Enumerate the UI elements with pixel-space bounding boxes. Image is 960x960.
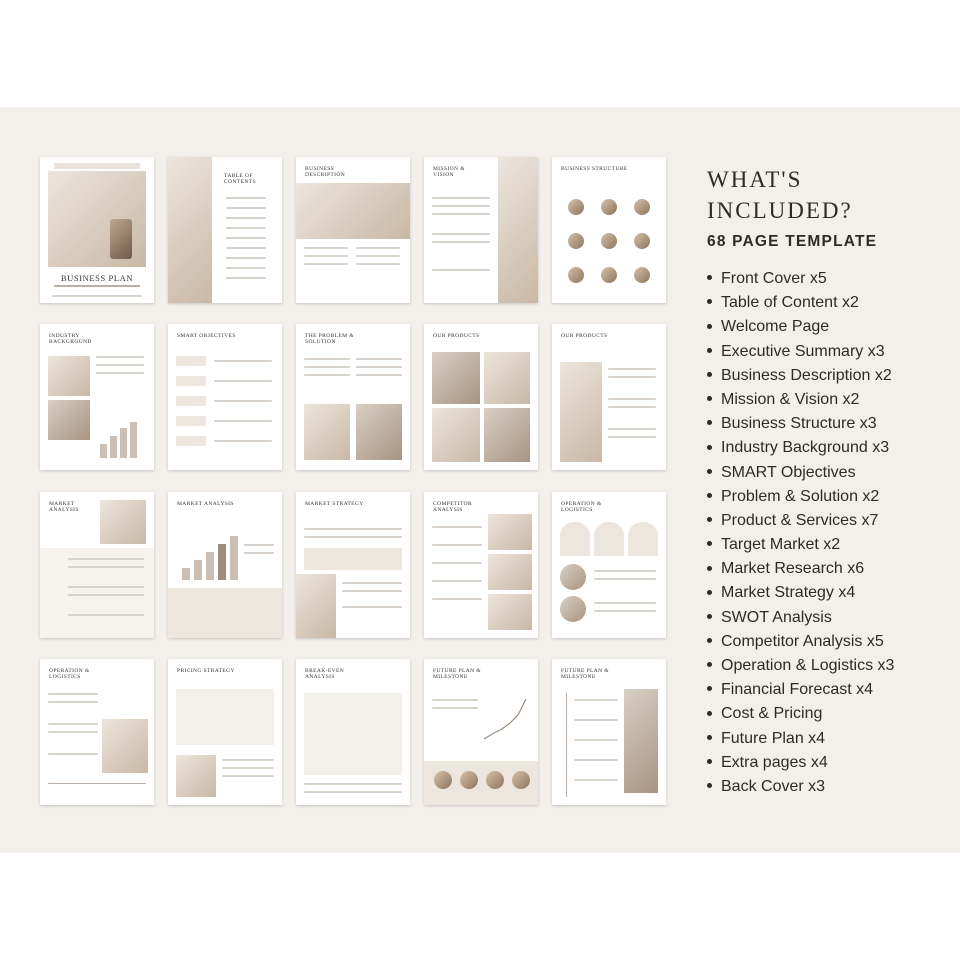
info-box <box>594 522 624 556</box>
list-item <box>707 533 894 557</box>
page-thumbnail-problem-solution <box>296 324 410 470</box>
text-line <box>342 582 402 584</box>
text-line <box>608 376 656 378</box>
photo <box>560 596 586 622</box>
text-line <box>574 699 618 701</box>
text-line <box>214 440 272 442</box>
list-item <box>707 775 894 799</box>
text-line <box>356 255 400 257</box>
page-title: MARKET STRATEGY <box>305 501 364 507</box>
text-line <box>68 586 144 588</box>
list-item-label: Welcome Page <box>721 318 830 336</box>
milestone-photo <box>460 771 478 789</box>
page-title: BREAK-EVEN ANALYSIS <box>305 668 345 681</box>
bar <box>110 436 117 458</box>
text-line <box>244 552 274 554</box>
list-item-label: SMART Objectives <box>721 463 856 481</box>
page-thumbnail-market-analysis-1 <box>40 492 154 638</box>
text-line <box>96 372 144 374</box>
bar <box>206 552 214 580</box>
text-line <box>432 241 490 243</box>
list-item-label: Target Market x2 <box>721 536 841 554</box>
avatar <box>634 267 650 283</box>
page-title: BUSINESS STRUCTURE <box>561 166 628 172</box>
text-line <box>342 590 402 592</box>
text-line <box>68 594 144 596</box>
text-line <box>304 255 348 257</box>
vase-image <box>110 219 132 259</box>
list-item-label: Front Cover x5 <box>721 270 827 287</box>
list-item <box>707 581 894 605</box>
photo <box>488 514 532 550</box>
list-item-label: Problem & Solution x2 <box>721 487 880 505</box>
page-thumbnail-future-plan-1 <box>424 659 538 805</box>
text-line <box>304 783 402 785</box>
page-thumbnail-business-structure <box>552 157 666 303</box>
text-line <box>356 247 400 249</box>
text-line <box>304 536 402 538</box>
text-line <box>594 570 656 572</box>
heading-line-2: INCLUDED? <box>707 198 853 223</box>
page-title: FUTURE PLAN & MILESTONE <box>561 668 609 681</box>
bullet-icon <box>707 469 712 474</box>
text-line <box>608 368 656 370</box>
page-title: SMART OBJECTIVES <box>177 333 236 339</box>
list-item-label: Cost & Pricing <box>721 705 823 723</box>
text-line <box>432 197 490 199</box>
bullet-icon <box>707 396 712 401</box>
text-line <box>48 731 98 733</box>
page-thumbnail-break-even-analysis <box>296 659 410 805</box>
list-item-label: Mission & Vision x2 <box>721 390 860 408</box>
text-line <box>356 263 400 265</box>
text-line <box>304 366 350 368</box>
list-item <box>707 291 894 315</box>
list-item <box>707 461 894 485</box>
page-thumbnail-operation-logistics-2 <box>40 659 154 805</box>
list-item-label: Competitor Analysis x5 <box>721 632 884 650</box>
product-photo <box>560 362 602 462</box>
toc-line <box>226 247 266 249</box>
text-line <box>48 723 98 725</box>
page-title: OPERATION & LOGISTICS <box>561 501 602 514</box>
product-photo <box>432 408 480 462</box>
list-item <box>707 412 894 436</box>
bullet-icon <box>707 517 712 522</box>
text-line <box>432 205 490 207</box>
toc-line <box>226 267 266 269</box>
text-line <box>432 213 490 215</box>
label-box <box>176 376 206 386</box>
bullet-icon <box>707 324 712 329</box>
text-line <box>304 374 350 376</box>
photo <box>296 574 336 638</box>
bullet-icon <box>707 662 712 667</box>
cover-top-strip <box>54 163 140 169</box>
bullet-icon <box>707 275 712 280</box>
text-line <box>432 580 482 582</box>
text-line <box>608 428 656 430</box>
milestone-photo <box>512 771 530 789</box>
list-item <box>707 315 894 339</box>
photo <box>48 356 90 396</box>
photo <box>560 564 586 590</box>
product-photo <box>484 408 530 462</box>
photo <box>102 719 148 773</box>
text-line <box>594 578 656 580</box>
page-title: PRICING STRATEGY <box>177 668 235 674</box>
bullet-icon <box>707 686 712 691</box>
bullet-icon <box>707 299 712 304</box>
bar <box>182 568 190 580</box>
page-title: COMPETITOR ANALYSIS <box>433 501 473 514</box>
bullet-icon <box>707 372 712 377</box>
page-title: OPERATION & LOGISTICS <box>49 668 90 681</box>
product-photo <box>432 352 480 404</box>
page-thumbnail-our-products-2 <box>552 324 666 470</box>
text-line <box>68 558 144 560</box>
milestone-photo <box>486 771 504 789</box>
text-line <box>48 701 98 703</box>
text-line <box>432 544 482 546</box>
photo <box>176 755 216 797</box>
text-line <box>574 759 618 761</box>
text-line <box>608 436 656 438</box>
text-line <box>244 544 274 546</box>
text-line <box>356 358 402 360</box>
list-item <box>707 436 894 460</box>
text-line <box>214 360 272 362</box>
list-item <box>707 340 894 364</box>
pricing-table <box>176 689 274 745</box>
page-thumbnail-competitor-analysis <box>424 492 538 638</box>
page-title: THE PROBLEM & SOLUTION <box>305 333 354 346</box>
label-box <box>176 396 206 406</box>
text-line <box>608 398 656 400</box>
text-line <box>68 614 144 616</box>
label-box <box>176 416 206 426</box>
photo <box>100 500 146 544</box>
page-thumbnail-our-products-1 <box>424 324 538 470</box>
text-line <box>214 420 272 422</box>
list-item <box>707 678 894 702</box>
toc-photo <box>168 157 212 303</box>
page-title: BUSINESS DESCRIPTION <box>305 166 346 179</box>
toc-line <box>226 277 266 279</box>
list-item <box>707 267 894 291</box>
toc-line <box>226 197 266 199</box>
label-box <box>176 356 206 366</box>
text-line <box>304 358 350 360</box>
list-item <box>707 702 894 726</box>
photo <box>624 689 658 793</box>
list-item <box>707 485 894 509</box>
text-line <box>222 775 274 777</box>
bullet-icon <box>707 759 712 764</box>
page-thumbnail-toc <box>168 157 282 303</box>
bar <box>194 560 202 580</box>
text-line <box>96 364 144 366</box>
list-item <box>707 388 894 412</box>
list-item-label: Market Research x6 <box>721 560 865 578</box>
text-line <box>432 707 478 709</box>
list-item-label: Business Description x2 <box>721 366 892 384</box>
list-item-label: Future Plan x4 <box>721 729 826 747</box>
desk-photo <box>296 183 410 239</box>
text-line <box>608 406 656 408</box>
bullet-icon <box>707 783 712 788</box>
photo <box>488 554 532 590</box>
avatar <box>568 199 584 215</box>
page-title: TABLE OF CONTENTS <box>224 173 256 186</box>
bullet-icon <box>707 590 712 595</box>
page-thumbnail-market-analysis-2 <box>168 492 282 638</box>
page-thumbnail-future-plan-2 <box>552 659 666 805</box>
photo <box>48 400 90 440</box>
info-box <box>628 522 658 556</box>
list-item-label: Financial Forecast x4 <box>721 681 874 699</box>
avatar <box>601 233 617 249</box>
bar <box>230 536 238 580</box>
page-title: MARKET ANALYSIS <box>177 501 234 507</box>
bullet-icon <box>707 735 712 740</box>
text-line <box>574 779 618 781</box>
mini-bar-chart <box>98 418 144 458</box>
page-title: OUR PRODUCTS <box>561 333 608 339</box>
bar <box>218 544 226 580</box>
bar <box>100 444 107 458</box>
avatar <box>634 233 650 249</box>
text-line <box>356 374 402 376</box>
text-line <box>432 526 482 528</box>
text-line <box>432 233 490 235</box>
page-title: MISSION & VISION <box>433 166 465 179</box>
list-item <box>707 654 894 678</box>
text-line <box>594 610 656 612</box>
page-thumbnail-market-strategy <box>296 492 410 638</box>
list-item <box>707 751 894 775</box>
text-line <box>574 739 618 741</box>
text-line <box>594 602 656 604</box>
label-box <box>176 436 206 446</box>
text-line <box>52 295 142 297</box>
list-item <box>707 509 894 533</box>
photo <box>488 594 532 630</box>
list-item <box>707 606 894 630</box>
text-line <box>304 263 348 265</box>
photo <box>304 404 350 460</box>
list-item <box>707 727 894 751</box>
text-line <box>432 598 482 600</box>
list-item <box>707 630 894 654</box>
list-item-label: SWOT Analysis <box>721 608 832 626</box>
page-thumbnail-smart-objectives <box>168 324 282 470</box>
text-line <box>48 753 98 755</box>
stats-box <box>168 588 282 638</box>
photo <box>498 157 538 303</box>
avatar <box>601 199 617 215</box>
bullet-icon <box>707 348 712 353</box>
bullet-icon <box>707 541 712 546</box>
page-count-subheading: 68 PAGE TEMPLATE <box>707 233 878 250</box>
text-line <box>304 528 402 530</box>
page-thumbnail-mission-vision <box>424 157 538 303</box>
text-line <box>432 562 482 564</box>
list-item-label: Table of Content x2 <box>721 294 859 312</box>
avatar <box>601 267 617 283</box>
page-thumbnail-industry-background <box>40 324 154 470</box>
info-box <box>560 522 590 556</box>
page-title: INDUSTRY BACKGROUND <box>49 333 92 346</box>
toc-line <box>226 207 266 209</box>
bullet-icon <box>707 638 712 643</box>
page-title: FUTURE PLAN & MILESTONE <box>433 668 481 681</box>
growth-line <box>484 699 526 739</box>
list-item-label: Market Strategy x4 <box>721 584 856 602</box>
whats-included-heading <box>707 164 853 226</box>
list-item-label: Extra pages x4 <box>721 753 828 771</box>
product-photo <box>484 352 530 404</box>
heading-line-1: WHAT'S <box>707 167 803 192</box>
text-line <box>574 719 618 721</box>
list-item-label: Product & Services x7 <box>721 511 879 529</box>
toc-line <box>226 217 266 219</box>
avatar <box>634 199 650 215</box>
page-title: MARKET ANALYSIS <box>49 501 79 514</box>
list-item-label: Operation & Logistics x3 <box>721 657 895 674</box>
toc-line <box>226 237 266 239</box>
text-line <box>222 759 274 761</box>
toc-line <box>226 257 266 259</box>
growth-line-chart <box>484 693 530 743</box>
bullet-icon <box>707 614 712 619</box>
list-item-label: Executive Summary x3 <box>721 342 885 360</box>
timeline <box>48 783 146 784</box>
text-line <box>96 356 144 358</box>
list-item-label: Business Structure x3 <box>721 415 877 433</box>
bullet-icon <box>707 711 712 716</box>
text-line <box>68 566 144 568</box>
page-thumbnail-business-description <box>296 157 410 303</box>
text-line <box>356 366 402 368</box>
text-line <box>222 767 274 769</box>
page-title: BUSINESS PLAN <box>60 273 134 283</box>
photo <box>356 404 402 460</box>
page-thumbnail-pricing-strategy <box>168 659 282 805</box>
list-item-label: Back Cover x3 <box>721 777 826 795</box>
text-line <box>432 699 478 701</box>
text-line <box>304 247 348 249</box>
text-line <box>48 693 98 695</box>
cover-subtitle-line <box>54 285 140 287</box>
text-line <box>432 269 490 271</box>
bullet-icon <box>707 566 712 571</box>
bar <box>120 428 127 458</box>
list-item <box>707 557 894 581</box>
list-item <box>707 364 894 388</box>
page-title: OUR PRODUCTS <box>433 333 480 339</box>
text-line <box>342 606 402 608</box>
strategy-box <box>304 548 402 570</box>
avatar <box>568 267 584 283</box>
avatar <box>568 233 584 249</box>
bar <box>130 422 137 458</box>
text-line <box>304 791 402 793</box>
page-thumbnail-operation-logistics-1 <box>552 492 666 638</box>
milestone-photo <box>434 771 452 789</box>
bullet-icon <box>707 420 712 425</box>
included-items-list <box>707 267 894 799</box>
timeline <box>566 693 567 797</box>
text-line <box>214 380 272 382</box>
info-box <box>40 548 154 638</box>
data-table <box>304 693 402 775</box>
list-item-label: Industry Background x3 <box>721 439 890 457</box>
bullet-icon <box>707 445 712 450</box>
mini-bar-chart <box>180 532 240 580</box>
text-line <box>214 400 272 402</box>
toc-line <box>226 227 266 229</box>
page-thumbnail-cover <box>40 157 154 303</box>
bullet-icon <box>707 493 712 498</box>
